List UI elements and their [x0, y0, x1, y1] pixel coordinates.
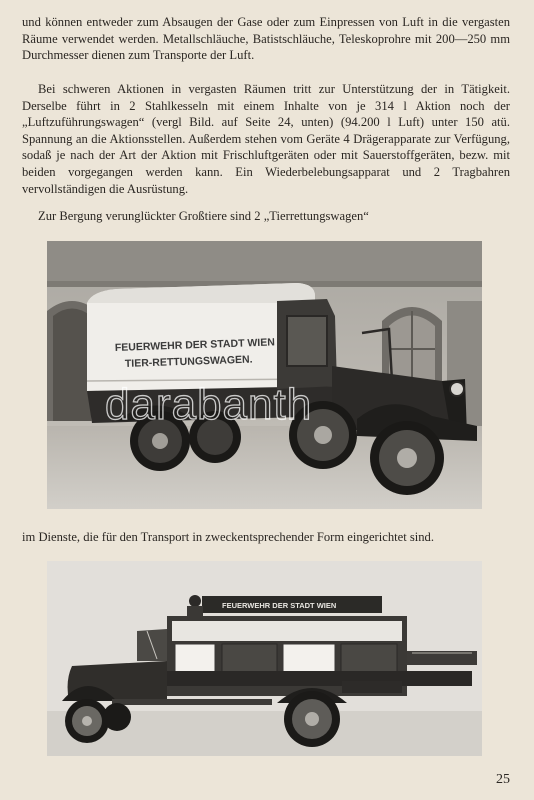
watermark-text: darabanth	[105, 380, 313, 429]
truck-label-line2: TIER-RETTUNGSWAGEN.	[124, 353, 253, 370]
truck2-wheel-front-inner	[103, 703, 131, 731]
truck2-wheel-front	[65, 699, 109, 743]
truck-label-line1: FEUERWEHR DER STADT WIEN	[114, 336, 276, 354]
photo-caption: im Dienste, die für den Transport in zweckentsprechender Form eingerichtet sind.	[22, 530, 434, 544]
feuerwehr-truck-photo-svg	[47, 561, 482, 756]
photo-tierrettungswagen	[47, 241, 482, 509]
truck-banner-label: FEUERWEHR DER STADT WIEN	[222, 601, 337, 610]
tierrettungswagen-photo-svg	[47, 241, 482, 509]
truck2-wheel-rear	[284, 691, 340, 747]
paragraph-3: Zur Bergung verunglückter Großtiere sind 2 „Tierrettungswagen“	[38, 209, 369, 223]
photo-feuerwehr-truck	[47, 561, 482, 756]
wheel-front-right	[370, 421, 444, 495]
page-number: 25	[496, 772, 510, 787]
paragraph-1: und können entweder zum Absaugen der Gase oder zum Einpressen von Luft in die vergasten Räume verwendet werden. Metallschläuche, Batistschläuche, Teleskoprohre mit 200—250 mm Durchmesser dienen zum Transporte der Luft.	[22, 15, 510, 63]
paragraph-2: Bei schweren Aktionen in vergasten Räumen tritt zur Unterstützung der in Tätigkeit. Derselbe führt in 2 Stahlkesseln mit einem Inhalte von je 314 l Aktion noch der „Luftzuführungswagen“ (vergl Bild. auf Seite 24, unten) (94.200 l Luft) unter 150 atü. Spannung an die Aktionsstellen. Außerdem stehen vom Geräte 4 Drägerapparate zur Verfügung, sodaß je nach der Art der Aktion mit Frischluftgeräten oder mit Sauerstoffgeräten, bezw. mit beiden vorgegangen werden kann. Ein Wiederbelebungsapparat und 2 Tragbahren vervollständigen die Ausrüstung.	[22, 82, 510, 196]
